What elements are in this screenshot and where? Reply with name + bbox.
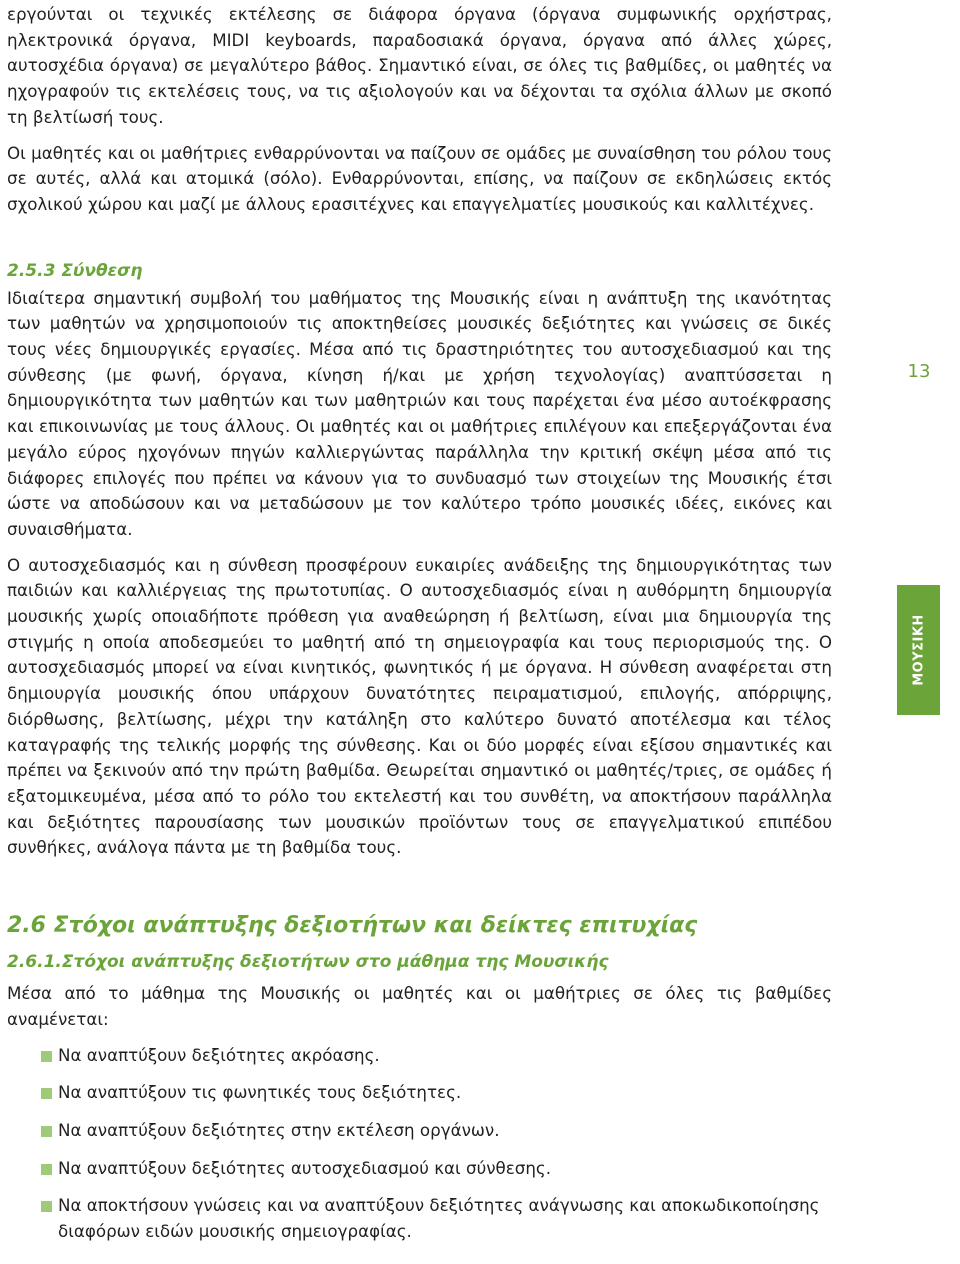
list-item-text: Να αναπτύξουν δεξιότητες ακρόασης. <box>58 1044 380 1065</box>
section-heading-composition: 2.5.3 Σύνθεση <box>7 260 143 281</box>
list-item <box>7 1080 832 1106</box>
square-bullet-icon <box>41 1051 52 1062</box>
list-item <box>7 1156 832 1182</box>
square-bullet-icon <box>41 1201 52 1212</box>
subsection-heading-goals: 2.6.1.Στόχοι ανάπτυξης δεξιοτήτων στο μάθημα της Μουσικής <box>7 952 609 973</box>
list-item <box>7 1193 832 1244</box>
list-item-text: Να αναπτύξουν δεξιότητες στην εκτέλεση οργάνων. <box>58 1119 500 1140</box>
list-item-text: Να αναπτύξουν δεξιότητες αυτοσχεδιασμού και σύνθεσης. <box>58 1157 552 1178</box>
list-item <box>7 1118 832 1144</box>
square-bullet-icon <box>41 1088 52 1099</box>
body-paragraph: εργούνται οι τεχνικές εκτέλεσης σε διάφορα όργανα (όργανα συμφωνικής ορχήστρας, ηλεκτρονικά όργανα, MIDI keyboards, παραδοσιακά όργανα, όργανα από άλλες χώρες, αυτοσχέδια όργανα) σε μεγαλύτερο βάθος. Σημαντικό είναι, σε όλες τις βαθμίδες, οι μαθητές να ηχογραφούν τις εκτελέσεις τους, να τις αξιολογούν και να δέχονται τα σχόλια άλλων με σκοπό τη βελτίωσή τους. <box>7 4 832 127</box>
square-bullet-icon <box>41 1164 52 1175</box>
body-paragraph: Ιδιαίτερα σημαντική συμβολή του μαθήματος της Μουσικής είναι η ανάπτυξη της ικανότητας των μαθητών να χρησιμοποιούν τις αποκτηθείσες μουσικές δεξιότητες και γνώσεις σε δικές τους νέες δημιουργικές εργασίες. Μέσα από τις δραστηριότητες του αυτοσχεδιασμού και της σύνθεσης (με φωνή, όργανα, κίνηση ή/και με χρήση τεχνολογίας) αναπτύσσεται η δημιουργικότητα των μαθητών και των μαθητριών και τους παρέχεται ένα μέσο αυτοέκφρασης και επικοινωνίας με τους άλλους. Οι μαθητές και οι μαθήτριες επιλέγουν και επεξεργάζονται ένα μεγάλο εύρος ηχογόνων πηγών καλλιεργώντας παράλληλα την κριτική σκέψη μέσα από τις διάφορες επιλογές που πρέπει να κάνουν για το συνδυασμό των στοιχείων της Μουσικής έτσι ώστε να αποδώσουν και να μεταδώσουν με τον καλύτερο τρόπο μουσικές ιδέες, εικόνες και συναισθήματα. <box>7 287 832 539</box>
side-tab-label: ΜΟΥΣΙΚΗ <box>911 614 926 686</box>
square-bullet-icon <box>41 1126 52 1137</box>
goals-intro: Μέσα από το μάθημα της Μουσικής οι μαθητές και οι μαθήτριες σε όλες τις βαθμίδες αναμένεται: <box>7 983 832 1029</box>
list-item-text: Να αναπτύξουν τις φωνητικές τους δεξιότητες. <box>58 1082 462 1103</box>
body-paragraph: Ο αυτοσχεδιασμός και η σύνθεση προσφέρουν ευκαιρίες ανάδειξης της δημιουργικότητας των παιδιών και καλλιέργειας της πρωτοτυπίας. Ο αυτοσχεδιασμός είναι η αυθόρμητη δημιουργία μουσικής χωρίς οποιαδήποτε πρόθεση για αναθεώρηση ή βελτίωση, είναι μια δημιουργία της στιγμής η οποία αποδεσμεύει το μαθητή από τη σημειογραφία και τους περιορισμούς της. Ο αυτοσχεδιασμός μπορεί να είναι κινητικός, φωνητικός ή με όργανα. Η σύνθεση αναφέρεται στη δημιουργία μουσικής όπου υπάρχουν δυνατότητες πειραματισμού, επιλογής, απόρριψης, διόρθωσης, βελτίωσης, μέχρι την κατάληξη στο καλύτερο δυνατό αποτέλεσμα και τέλος καταγραφής της τελικής μορφής της σύνθεσης. Και οι δύο μορφές είναι εξίσου σημαντικές και πρέπει να ξεκινούν από την πρώτη βαθμίδα. Θεωρείται σημαντικό οι μαθητές/τριες, σε ομάδες ή εξατομικευμένα, μέσα από το ρόλο του εκτελεστή και του συνθέτη, να αποκτήσουν παράλληλα και δεξιότητες παρουσίασης των μουσικών προϊόντων τους σε επαγγελματικού επιπέδου συνθήκες, ανάλογα πάντα με τη βαθμίδα τους. <box>7 554 832 858</box>
list-item <box>7 1043 832 1069</box>
goals-list <box>7 1043 832 1245</box>
list-item-text: Να αποκτήσουν γνώσεις και να αναπτύξουν δεξιότητες ανάγνωσης και αποκωδικοποίησης διαφόρων ειδών μουσικής σημειογραφίας. <box>58 1195 820 1242</box>
subject-side-tab <box>897 585 940 715</box>
page-number: 13 <box>907 361 931 382</box>
page-content <box>7 0 832 1257</box>
section-heading-goals: 2.6 Στόχοι ανάπτυξης δεξιοτήτων και δείκτες επιτυχίας <box>7 913 698 939</box>
body-paragraph: Οι μαθητές και οι μαθήτριες ενθαρρύνονται να παίζουν σε ομάδες με συναίσθηση του ρόλου τους σε αυτές, αλλά και ατομικά (σόλο). Ενθαρρύνονται, επίσης, να παίζουν σε εκδηλώσεις εκτός σχολικού χώρου και μαζί με άλλους ερασιτέχνες και επαγγελματίες μουσικούς και καλλιτέχνες. <box>7 142 832 214</box>
